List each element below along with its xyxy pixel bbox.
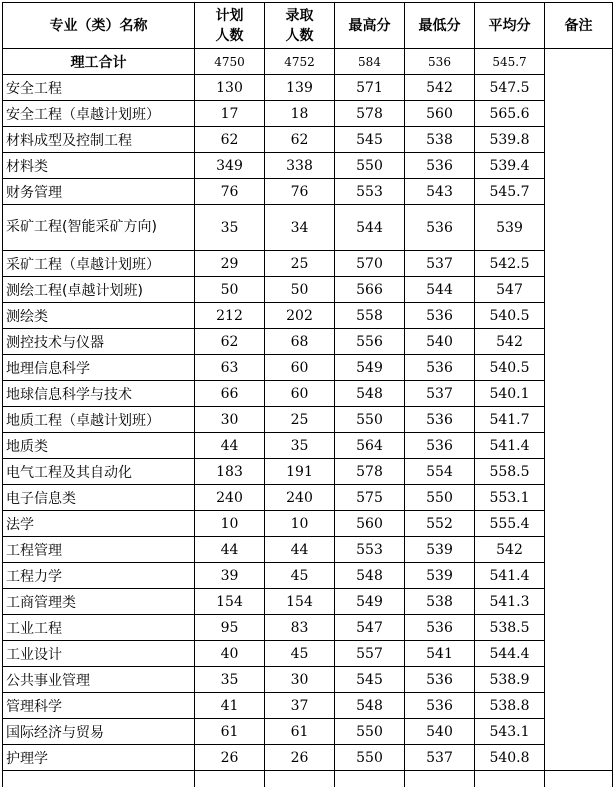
cell-min: 536 [405, 303, 475, 329]
major-name: 国际经济与贸易 [3, 719, 195, 745]
note-cell [545, 205, 613, 251]
note-cell [545, 667, 613, 693]
cell-max: 575 [335, 485, 405, 511]
cell-min: 541 [405, 641, 475, 667]
total-name: 理工合计 [3, 49, 195, 75]
major-name: 工商管理类 [3, 589, 195, 615]
cell-plan: 212 [195, 303, 265, 329]
note-cell [545, 303, 613, 329]
major-name: 管理科学 [3, 693, 195, 719]
major-name: 法学 [3, 511, 195, 537]
note-cell [545, 433, 613, 459]
table-row [3, 329, 613, 355]
cell-admit: 25 [265, 251, 335, 277]
cell-admit: 60 [265, 381, 335, 407]
cell-plan: 66 [195, 381, 265, 407]
cell-max: 578 [335, 101, 405, 127]
table-row [3, 537, 613, 563]
cell-plan: 40 [195, 641, 265, 667]
cell-min: 536 [405, 693, 475, 719]
cell-avg: 538.8 [475, 693, 545, 719]
note-cell [545, 407, 613, 433]
cell-admit: 62 [265, 127, 335, 153]
note-cell [545, 127, 613, 153]
cell-max: 544 [335, 205, 405, 251]
cell-avg: 542.5 [475, 251, 545, 277]
cell-min: 554 [405, 459, 475, 485]
table-row [3, 153, 613, 179]
table-row [3, 459, 613, 485]
cell-avg: 542 [475, 329, 545, 355]
cell-avg: 547.5 [475, 75, 545, 101]
cell-plan: 35 [195, 205, 265, 251]
major-name: 地质工程（卓越计划班） [3, 407, 195, 433]
major-name: 安全工程（卓越计划班） [3, 101, 195, 127]
cell-admit: 37 [265, 693, 335, 719]
cell-admit: 25 [265, 407, 335, 433]
note-cell [545, 381, 613, 407]
cell-avg: 540.5 [475, 303, 545, 329]
header-plan: 计划 人数 [195, 3, 265, 49]
cell-max: 564 [335, 433, 405, 459]
major-name: 地球信息科学与技术 [3, 381, 195, 407]
cell-avg: 553.1 [475, 485, 545, 511]
cell-avg: 565.6 [475, 101, 545, 127]
table-row [3, 407, 613, 433]
note-cell [545, 101, 613, 127]
cell-min: 537 [405, 745, 475, 771]
cell-avg: 545.7 [475, 179, 545, 205]
note-cell [545, 563, 613, 589]
note-cell [545, 153, 613, 179]
table-row [3, 589, 613, 615]
table-row [3, 277, 613, 303]
table-row [3, 127, 613, 153]
major-name: 公共事业管理 [3, 667, 195, 693]
note-cell [545, 355, 613, 381]
cell-admit: 68 [265, 329, 335, 355]
cell-plan: 41 [195, 693, 265, 719]
cell-min: 537 [405, 381, 475, 407]
cell-avg: 558.5 [475, 459, 545, 485]
note-cell [545, 745, 613, 771]
cell-min: 539 [405, 563, 475, 589]
cell-admit: 139 [265, 75, 335, 101]
cell-plan: 29 [195, 251, 265, 277]
table-row [3, 381, 613, 407]
table-row [3, 745, 613, 771]
cell-avg: 539.8 [475, 127, 545, 153]
table-row [3, 355, 613, 381]
cell-admit: 83 [265, 615, 335, 641]
cell-admit: 61 [265, 719, 335, 745]
note-cell [545, 641, 613, 667]
cell-admit: 45 [265, 563, 335, 589]
major-name: 测绘类 [3, 303, 195, 329]
table-row [3, 511, 613, 537]
total-avg: 545.7 [475, 49, 545, 75]
cell-min: 536 [405, 615, 475, 641]
cell-admit: 44 [265, 537, 335, 563]
cell-avg: 540.8 [475, 745, 545, 771]
table-row [3, 101, 613, 127]
cell-max: 553 [335, 537, 405, 563]
header-avg-score: 平均分 [475, 3, 545, 49]
cell-max: 545 [335, 667, 405, 693]
cell-admit: 45 [265, 641, 335, 667]
cell-min: 537 [405, 251, 475, 277]
major-name: 护理学 [3, 745, 195, 771]
cell-plan: 35 [195, 667, 265, 693]
cell-max: 549 [335, 589, 405, 615]
cell-avg: 538.5 [475, 615, 545, 641]
cell-admit: 338 [265, 153, 335, 179]
cell-plan: 76 [195, 179, 265, 205]
major-name: 采矿工程（卓越计划班） [3, 251, 195, 277]
note-cell [545, 589, 613, 615]
cell-max: 545 [335, 127, 405, 153]
cell-max: 570 [335, 251, 405, 277]
header-admit: 录取 人数 [265, 3, 335, 49]
note-cell [545, 537, 613, 563]
cell-plan: 44 [195, 537, 265, 563]
cell-plan: 17 [195, 101, 265, 127]
cell-min: 540 [405, 719, 475, 745]
cell-min: 560 [405, 101, 475, 127]
cell-avg: 544.4 [475, 641, 545, 667]
cell-plan: 95 [195, 615, 265, 641]
cell-max: 553 [335, 179, 405, 205]
cell-plan: 10 [195, 511, 265, 537]
cell-plan: 62 [195, 329, 265, 355]
cell-avg: 541.3 [475, 589, 545, 615]
cell-max: 556 [335, 329, 405, 355]
cell-min: 542 [405, 75, 475, 101]
cell-avg: 539.4 [475, 153, 545, 179]
cell-plan: 183 [195, 459, 265, 485]
table-row [3, 433, 613, 459]
table-row [3, 615, 613, 641]
note-cell [545, 49, 613, 75]
major-name: 电气工程及其自动化 [3, 459, 195, 485]
cell-plan: 63 [195, 355, 265, 381]
cell-avg: 542 [475, 537, 545, 563]
cell-min: 538 [405, 589, 475, 615]
cell-max: 571 [335, 75, 405, 101]
cell-max: 548 [335, 563, 405, 589]
admission-score-table [2, 2, 613, 787]
cell-min: 536 [405, 433, 475, 459]
header-major: 专业（类）名称 [3, 3, 195, 49]
cell-min: 552 [405, 511, 475, 537]
table-row [3, 251, 613, 277]
cell-plan: 154 [195, 589, 265, 615]
cell-plan: 50 [195, 277, 265, 303]
note-cell [545, 329, 613, 355]
note-cell [545, 511, 613, 537]
cell-min: 540 [405, 329, 475, 355]
cell-avg: 540.5 [475, 355, 545, 381]
cell-max: 560 [335, 511, 405, 537]
major-name: 地理信息科学 [3, 355, 195, 381]
note-cell [545, 251, 613, 277]
cell-avg: 541.7 [475, 407, 545, 433]
cell-min: 536 [405, 153, 475, 179]
note-cell [545, 277, 613, 303]
table-row [3, 75, 613, 101]
cell-min: 544 [405, 277, 475, 303]
major-name: 工程力学 [3, 563, 195, 589]
cell-max: 550 [335, 745, 405, 771]
cell-admit: 191 [265, 459, 335, 485]
major-name: 工业设计 [3, 641, 195, 667]
cell-avg: 538.9 [475, 667, 545, 693]
cell-max: 548 [335, 693, 405, 719]
cell-admit: 18 [265, 101, 335, 127]
table-row [3, 303, 613, 329]
cell-min: 536 [405, 667, 475, 693]
note-cell [545, 693, 613, 719]
table-row [3, 205, 613, 251]
cell-max: 547 [335, 615, 405, 641]
cell-admit: 60 [265, 355, 335, 381]
cell-min: 539 [405, 537, 475, 563]
note-cell [545, 719, 613, 745]
table-row [3, 693, 613, 719]
table-row [3, 485, 613, 511]
major-name: 采矿工程(智能采矿方向) [3, 205, 195, 251]
cell-admit: 76 [265, 179, 335, 205]
cell-admit: 240 [265, 485, 335, 511]
cell-max: 550 [335, 153, 405, 179]
table-row [3, 179, 613, 205]
cell-plan: 62 [195, 127, 265, 153]
major-name: 财务管理 [3, 179, 195, 205]
cell-plan: 349 [195, 153, 265, 179]
cell-max: 558 [335, 303, 405, 329]
header-min-score: 最低分 [405, 3, 475, 49]
cell-avg: 555.4 [475, 511, 545, 537]
cell-plan: 240 [195, 485, 265, 511]
cell-plan: 61 [195, 719, 265, 745]
cell-avg: 541.4 [475, 433, 545, 459]
major-name: 电子信息类 [3, 485, 195, 511]
header-note: 备注 [545, 3, 613, 49]
table-row [3, 719, 613, 745]
note-cell [545, 75, 613, 101]
cell-plan: 44 [195, 433, 265, 459]
major-name: 工程管理 [3, 537, 195, 563]
cell-avg: 541.4 [475, 563, 545, 589]
major-name: 材料成型及控制工程 [3, 127, 195, 153]
major-name: 测绘工程(卓越计划班) [3, 277, 195, 303]
cell-min: 543 [405, 179, 475, 205]
header-max-score: 最高分 [335, 3, 405, 49]
major-name: 安全工程 [3, 75, 195, 101]
cell-min: 550 [405, 485, 475, 511]
cell-admit: 50 [265, 277, 335, 303]
note-cell [545, 615, 613, 641]
table-row [3, 641, 613, 667]
major-name: 地质类 [3, 433, 195, 459]
total-max: 584 [335, 49, 405, 75]
cell-admit: 10 [265, 511, 335, 537]
cell-avg: 540.1 [475, 381, 545, 407]
cell-plan: 39 [195, 563, 265, 589]
cell-admit: 35 [265, 433, 335, 459]
cell-avg: 539 [475, 205, 545, 251]
cell-avg: 543.1 [475, 719, 545, 745]
cell-plan: 130 [195, 75, 265, 101]
cell-max: 549 [335, 355, 405, 381]
cell-admit: 154 [265, 589, 335, 615]
cell-avg: 547 [475, 277, 545, 303]
cell-admit: 34 [265, 205, 335, 251]
major-name: 材料类 [3, 153, 195, 179]
total-row [3, 49, 613, 75]
cell-admit: 30 [265, 667, 335, 693]
cell-max: 550 [335, 719, 405, 745]
note-cell [545, 179, 613, 205]
cell-max: 578 [335, 459, 405, 485]
major-name: 工业工程 [3, 615, 195, 641]
cell-max: 566 [335, 277, 405, 303]
table-row [3, 563, 613, 589]
cell-plan: 26 [195, 745, 265, 771]
major-name: 测控技术与仪器 [3, 329, 195, 355]
total-plan: 4750 [195, 49, 265, 75]
note-cell [545, 459, 613, 485]
total-min: 536 [405, 49, 475, 75]
cell-max: 550 [335, 407, 405, 433]
table-row [3, 667, 613, 693]
cell-min: 536 [405, 205, 475, 251]
header-row [3, 3, 613, 49]
note-cell [545, 485, 613, 511]
cell-min: 536 [405, 355, 475, 381]
cell-admit: 26 [265, 745, 335, 771]
cell-min: 536 [405, 407, 475, 433]
cell-admit: 202 [265, 303, 335, 329]
total-admit: 4752 [265, 49, 335, 75]
cell-max: 557 [335, 641, 405, 667]
cell-plan: 30 [195, 407, 265, 433]
cell-max: 548 [335, 381, 405, 407]
cell-min: 538 [405, 127, 475, 153]
